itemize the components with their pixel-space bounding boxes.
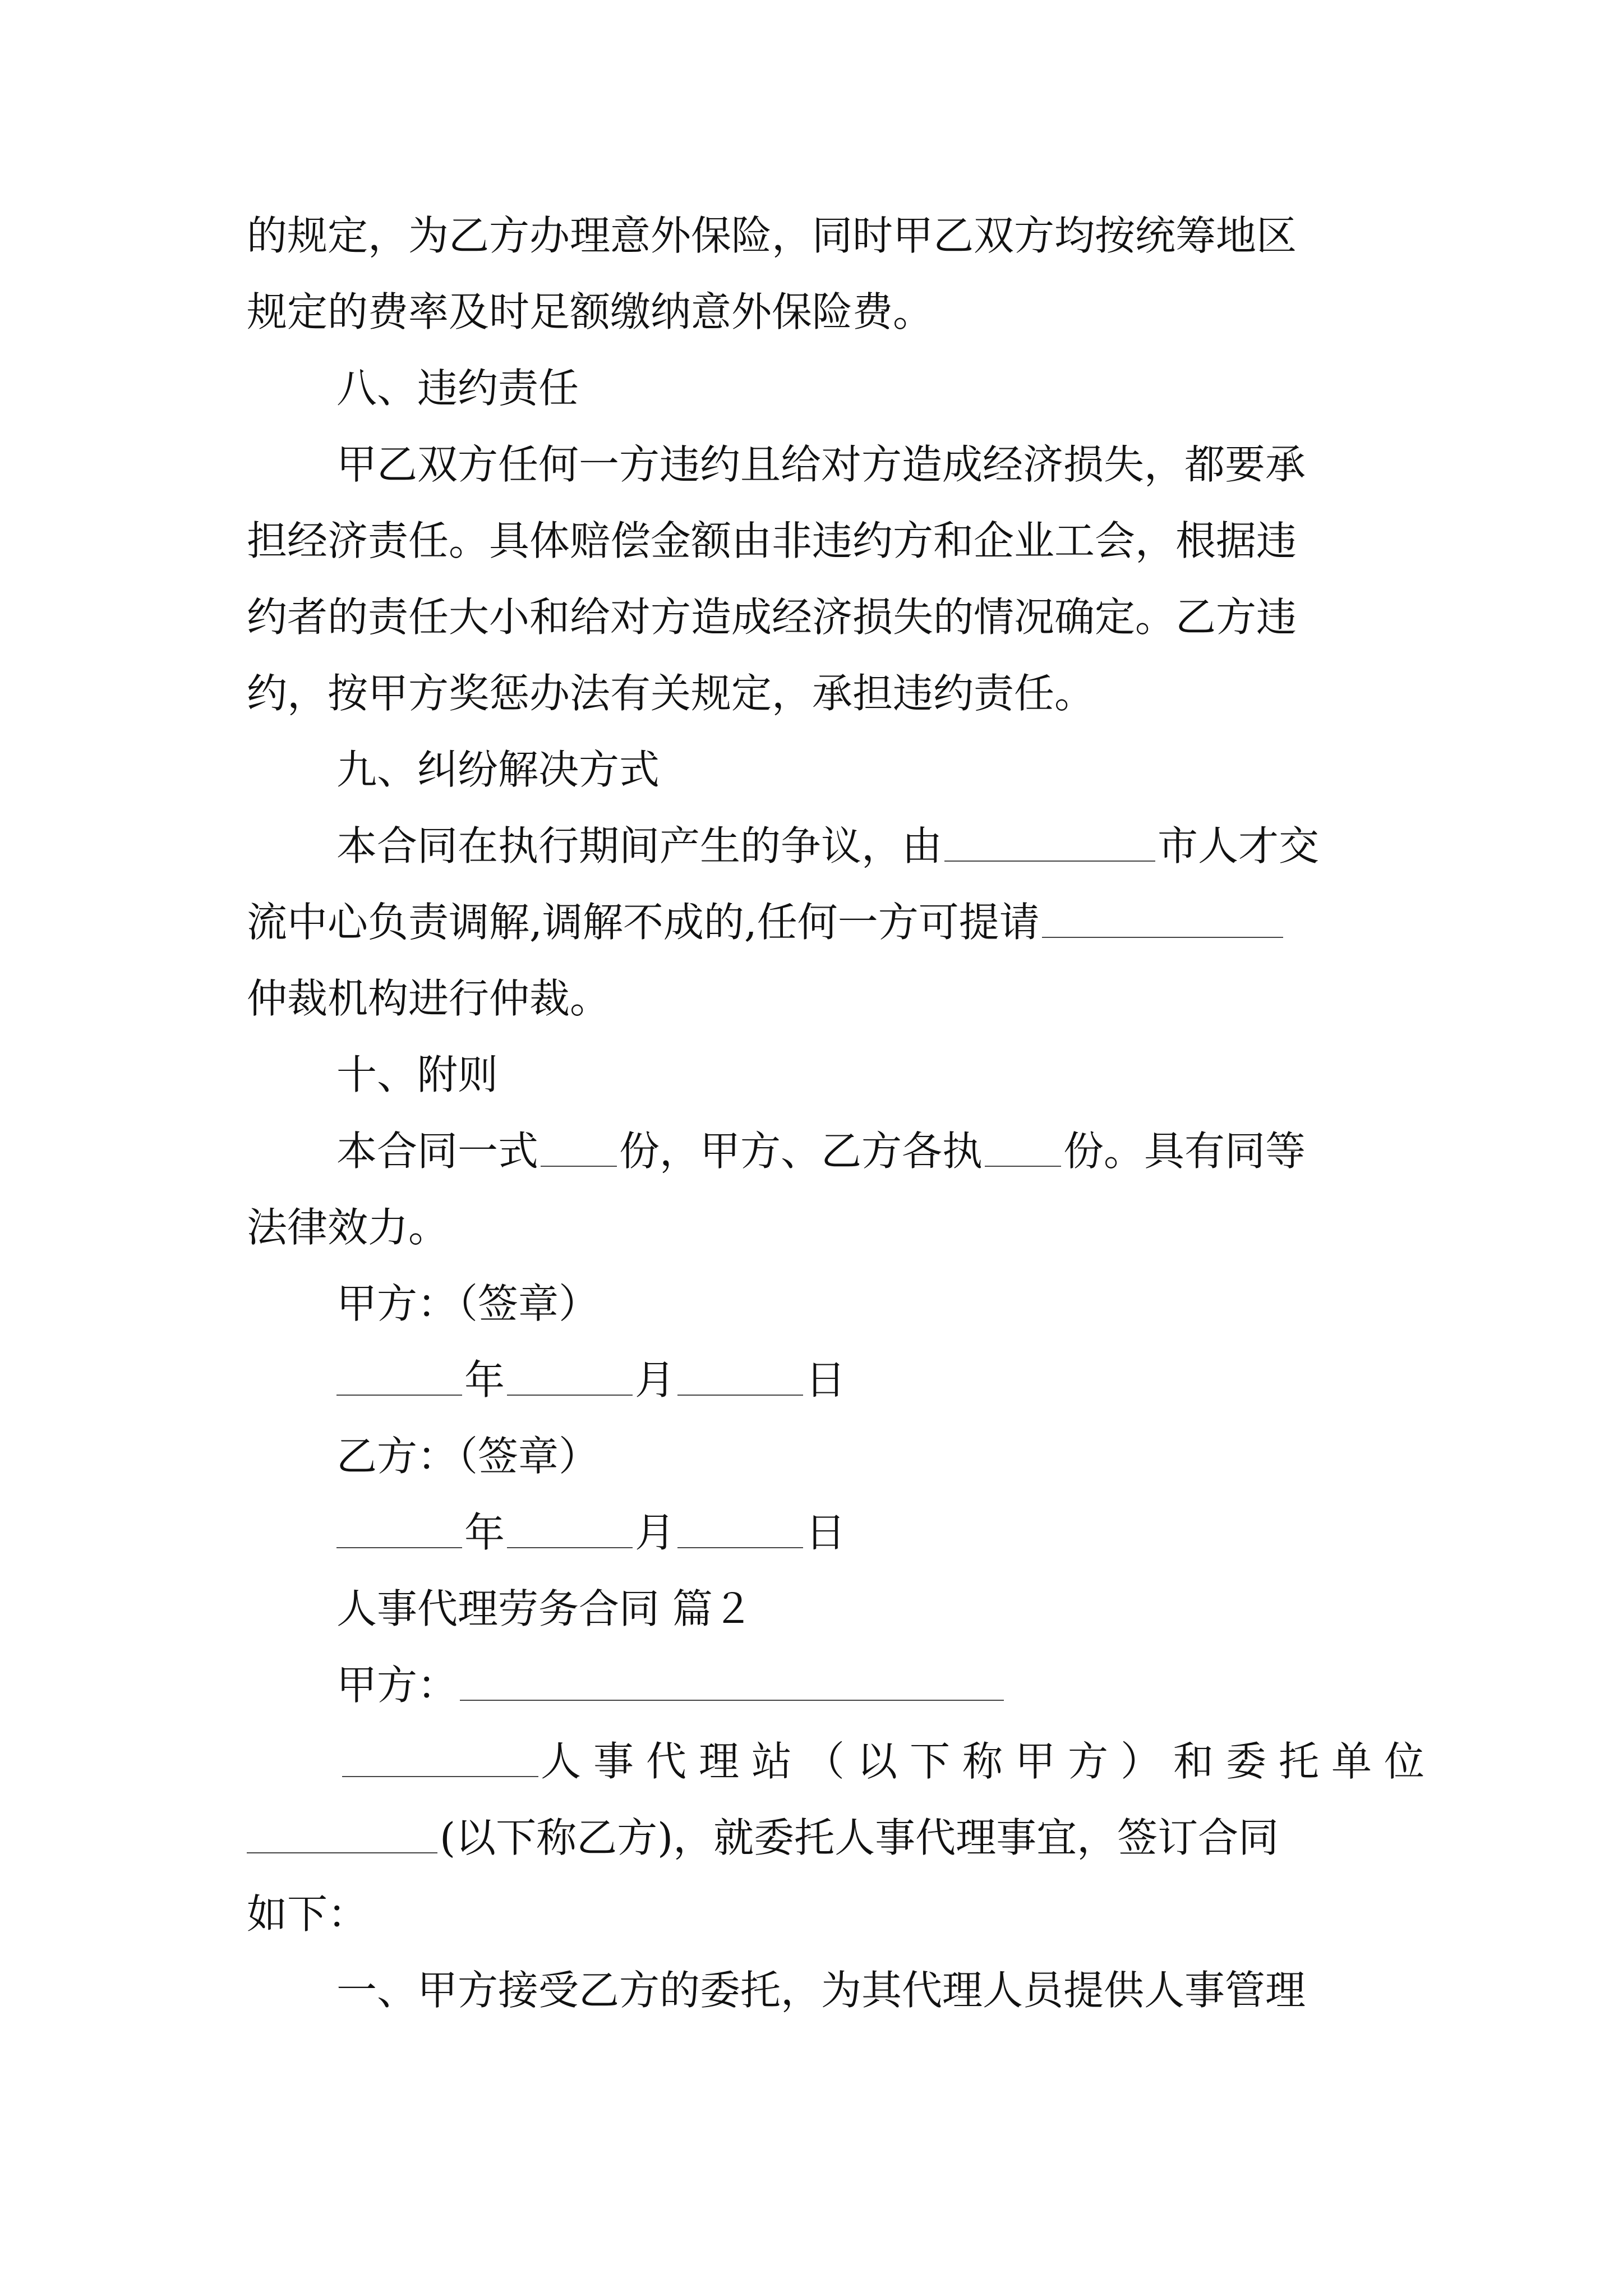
heading-annex: 十、附则: [336, 1051, 499, 1098]
paragraph-line: [336, 1952, 1306, 2028]
text-line-13c: 份。具有同等: [1063, 1128, 1306, 1175]
section-heading: [336, 731, 660, 808]
paragraph-line: [247, 274, 933, 350]
text-line-9a: 本合同在执行期间产生的争议，由: [336, 822, 943, 869]
date-line: [336, 1342, 846, 1418]
month-blank: [507, 1355, 633, 1396]
paragraph-line: [247, 1189, 449, 1266]
fill-blank: [541, 1126, 617, 1167]
text-line-7: 约，按甲方奖惩办法有关规定，承担违约责任。: [247, 670, 1095, 717]
signature-party-b: [336, 1418, 599, 1494]
text-line-1: 的规定，为乙方办理意外保险，同时甲乙双方均按统筹地区: [247, 212, 1297, 259]
paragraph-line: [247, 579, 1297, 655]
client-blank: [247, 1813, 437, 1853]
text-line-5: 担经济责任。具体赔偿金额由非违约方和企业工会，根据违: [247, 517, 1297, 564]
party-a-line: [336, 1647, 1006, 1723]
year-blank: [336, 1355, 462, 1396]
paragraph-line: [247, 960, 610, 1037]
year-label: 年: [464, 1509, 505, 1556]
text-line-23: 如下：: [247, 1890, 368, 1938]
day-blank: [677, 1508, 803, 1548]
month-label: 月: [635, 1356, 676, 1404]
text-line-13b: 份，甲方、乙方各执: [619, 1128, 983, 1175]
day-label: 日: [805, 1356, 846, 1404]
paragraph-line: [247, 1800, 1279, 1876]
fill-blank: [944, 821, 1155, 862]
text-line-14: 法律效力。: [247, 1204, 449, 1251]
paragraph-line: [247, 197, 1297, 274]
date-line: [336, 1494, 846, 1571]
paragraph-line: [247, 884, 1285, 960]
party-a-label: 甲方：（签章）: [336, 1280, 600, 1327]
day-blank: [677, 1355, 803, 1396]
contract-title: [336, 1571, 753, 1647]
day-label: 日: [805, 1509, 846, 1556]
section-heading: [336, 1037, 498, 1113]
contract-title-text: 人事代理劳务合同 篇２: [336, 1585, 753, 1632]
paragraph-line: [342, 1723, 1437, 1800]
text-line-9b: 市人才交: [1158, 822, 1320, 869]
paragraph-line: [247, 503, 1297, 579]
signature-party-a: [336, 1266, 599, 1342]
paragraph-line: [336, 808, 1319, 884]
party-a-name-label: 甲方：: [336, 1662, 458, 1709]
paragraph-line: [336, 426, 1306, 503]
paragraph-line: [247, 655, 1095, 731]
month-blank: [507, 1508, 633, 1548]
text-line-11: 仲裁机构进行仲裁。: [247, 975, 611, 1022]
party-b-label: 乙方：（签章）: [336, 1433, 600, 1480]
text-line-2: 规定的费率及时足额缴纳意外保险费。: [247, 288, 934, 335]
heading-dispute: 九、纠纷解决方式: [336, 746, 660, 793]
heading-breach: 八、违约责任: [336, 365, 579, 412]
fill-blank: [985, 1126, 1061, 1167]
year-label: 年: [464, 1356, 505, 1404]
text-line-10: 流中心负责调解,调解不成的,任何一方可提请: [247, 899, 1040, 946]
text-line-21: 人事代理站（以下称甲方）和委托单位: [541, 1738, 1437, 1785]
text-line-22: (以下称乙方)，就委托人事代理事宜，签订合同: [440, 1814, 1279, 1861]
paragraph-line: [247, 1876, 368, 1952]
text-line-13a: 本合同一式: [336, 1128, 539, 1175]
year-blank: [336, 1508, 462, 1548]
section-heading: [336, 350, 579, 426]
party-a-blank: [460, 1660, 1004, 1701]
agency-blank: [342, 1737, 538, 1777]
fill-blank: [1042, 898, 1283, 938]
month-label: 月: [635, 1509, 676, 1556]
text-line-4: 甲乙双方任何一方违约且给对方造成经济损失，都要承: [336, 441, 1306, 488]
text-line-24: 一、甲方接受乙方的委托，为其代理人员提供人事管理: [336, 1967, 1306, 2014]
paragraph-line: [336, 1113, 1306, 1189]
text-line-6: 约者的责任大小和给对方造成经济损失的情况确定。乙方违: [247, 593, 1297, 641]
